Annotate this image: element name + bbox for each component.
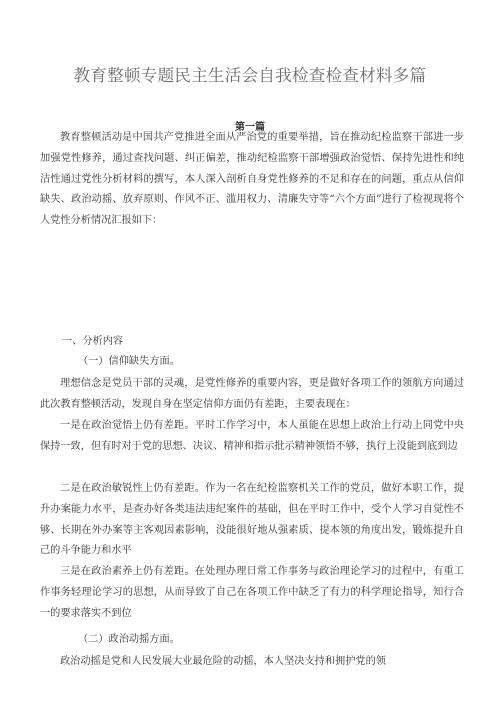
section-heading: 一、分析内容: [62, 336, 124, 347]
intro-paragraph: 教育整顿活动是中国共产党推进全面从严治党的重要举措，旨在推动纪检监察干部进一步加强党性修养，通过查找问题、纠正偏差，推动纪检监察干部增强政治觉悟、保持先进性和纯洁性通过党性分析材料的撰写，本人深入剖析自身党性修养的不足和存在的问题，重点从信仰缺失、政治动摇、放弃原则、作风不正、滥用权力、清廉失守等“六个方面”进行了检视现将个人党性分析情况汇报如下：: [40, 132, 464, 227]
subsection-intro-paragraph: 政治动摇是党和人民发展大业最危险的动摇，本人坚决支持和拥护党的领: [60, 656, 386, 667]
point-paragraph: 二是在政治敏锐性上仍有差距。作为一名在纪检监察机关工作的党员，做好本职工作，提升办案能力水平，是查办好各类违法违纪案件的基础，但在平时工作中，受个人学习自觉性不够、长期在外办案等主客观因素影响，没能很好地从强素质、提本领的角度出发，锻炼提升自己的斗争能力和水平: [40, 483, 464, 557]
document-subtitle: 第一篇: [235, 122, 265, 133]
subsection-heading: （二）政治动摇方面。: [78, 634, 180, 645]
document-title: 教育整顿专题民主生活会自我检查检查材料多篇: [73, 66, 427, 85]
subsection-heading: （一）信仰缺失方面。: [78, 356, 180, 367]
point-paragraph: 一是在政治觉悟上仍有差距。平时工作学习中，本人虽能在思想上政治上行动上同党中央保持一致，但有时对于党的思想、决议、精神和指示批示精神领悟不够，执行上没能到底到边: [40, 420, 464, 452]
subsection-intro-paragraph: 理想信念是党员干部的灵魂，是党性修养的重要内容，更是做好各项工作的领航方向通过此次教育整顿活动，发现自身在坚定信仰方面仍有差距，主要表现在：: [40, 378, 464, 410]
point-paragraph: 三是在政治素养上仍有差距。在处理办理日常工作事务与政治理论学习的过程中，有重工作事务轻理论学习的思想，从而导致了自己在各项工作中缺乏了有力的科学理论指导，知行合一的要求落实不到位: [40, 566, 464, 619]
